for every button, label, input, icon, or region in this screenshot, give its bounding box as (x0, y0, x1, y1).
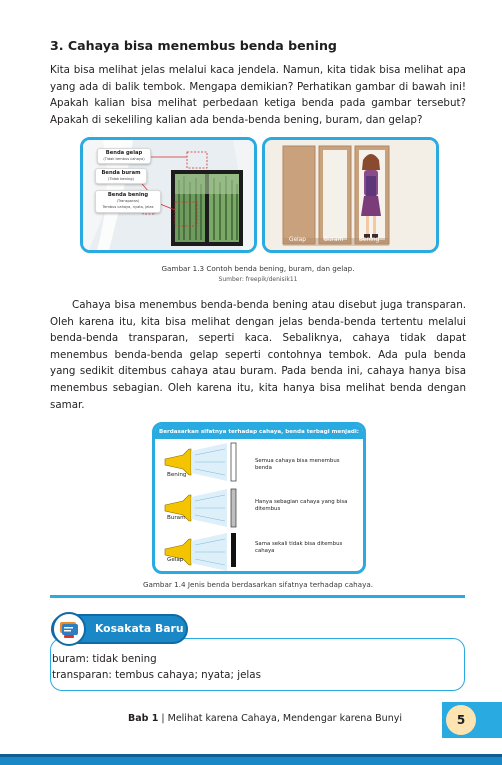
footer-chapter (128, 713, 402, 724)
section-heading: 3. Cahaya bisa menembus benda bening (50, 38, 337, 53)
figure13-caption: Gambar 1.3 Contoh benda bening, buram, dan gelap. (161, 264, 355, 273)
type-label-bening: Bening (167, 472, 187, 478)
footer-chapter-number: Bab 1 (128, 713, 159, 724)
footer-separator: | (158, 713, 168, 724)
type-desc-gelap: Sama sekali tidak bisa ditembus cahaya (255, 541, 343, 555)
label-benda-buram: Benda buram (Tidak bening) (95, 168, 147, 184)
three-doors-illustration (265, 140, 436, 250)
door-label-gelap: Gelap (289, 237, 306, 243)
figure-doors-illustration (262, 137, 439, 253)
type-desc-buram: Hanya sebagian cahaya yang bisa ditembus (255, 499, 348, 513)
figure13-source: Sumber: freepik/denisik11 (218, 276, 298, 283)
type-label-gelap: Gelap (167, 557, 184, 563)
door-label-bening: Bening (359, 237, 380, 243)
vocab-item: transparan: tembus cahaya; nyata; jelas (52, 669, 261, 681)
type-label-buram: Buram (167, 515, 186, 521)
flashlight-icon (165, 489, 236, 527)
figure-light-types (152, 422, 366, 574)
page-number: 5 (446, 705, 476, 735)
intro-paragraph: Kita bisa melihat jelas melalui kaca jendela. Namun, kita tidak bisa melihat apa yang ada di balik tembok. Mengapa demikian? Perhatikan gambar di bawah ini! Apakah kalian bisa melihat perbedaan ketiga benda pada gambar tersebut? Apakah di sekeliling kalian ada benda-benda bening, buram, dan gelap? (50, 64, 466, 126)
label-benda-gelap: Benda gelap (Tidak tembus cahaya) (97, 148, 151, 164)
bottom-bar-stripe (0, 754, 502, 757)
label-benda-bening: Benda bening (Transparan) Tembus cahaya, nyata, jelas (95, 190, 161, 213)
vocab-item: buram: tidak bening (52, 653, 157, 665)
section-divider (50, 595, 465, 598)
figure-window-illustration (80, 137, 257, 253)
door-label-buram: Buram (324, 237, 344, 243)
type-desc-bening: Semua cahaya bisa menembus benda (255, 458, 340, 472)
footer-chapter-title: Melihat karena Cahaya, Mendengar karena Bunyi (167, 713, 402, 724)
flashlight-icon (165, 533, 236, 571)
figure14-title: Berdasarkan sifatnya terhadap cahaya, benda terbagi menjadi: (155, 425, 363, 439)
figure14-caption: Gambar 1.4 Jenis benda berdasarkan sifatnya terhadap cahaya. (142, 580, 374, 589)
explanation-paragraph: Cahaya bisa menembus benda-benda bening atau disebut juga transparan. Oleh karena itu, kita bisa melihat dengan jelas benda-benda tertentu melalui benda-benda transparan, seperti kaca. Sebaliknya, cahaya tidak dapat menembus benda-benda gelap seperti contohnya tembok. Ada pula benda yang sedikit ditembus cahaya atau buram. Pada benda ini, cahaya hanya bisa menembus sebagian. Oleh karena itu, kita hanya bisa melihat benda dengan samar. (50, 299, 466, 411)
kosakata-title: Kosakata Baru (95, 622, 184, 635)
kosakata-icon (52, 612, 86, 646)
